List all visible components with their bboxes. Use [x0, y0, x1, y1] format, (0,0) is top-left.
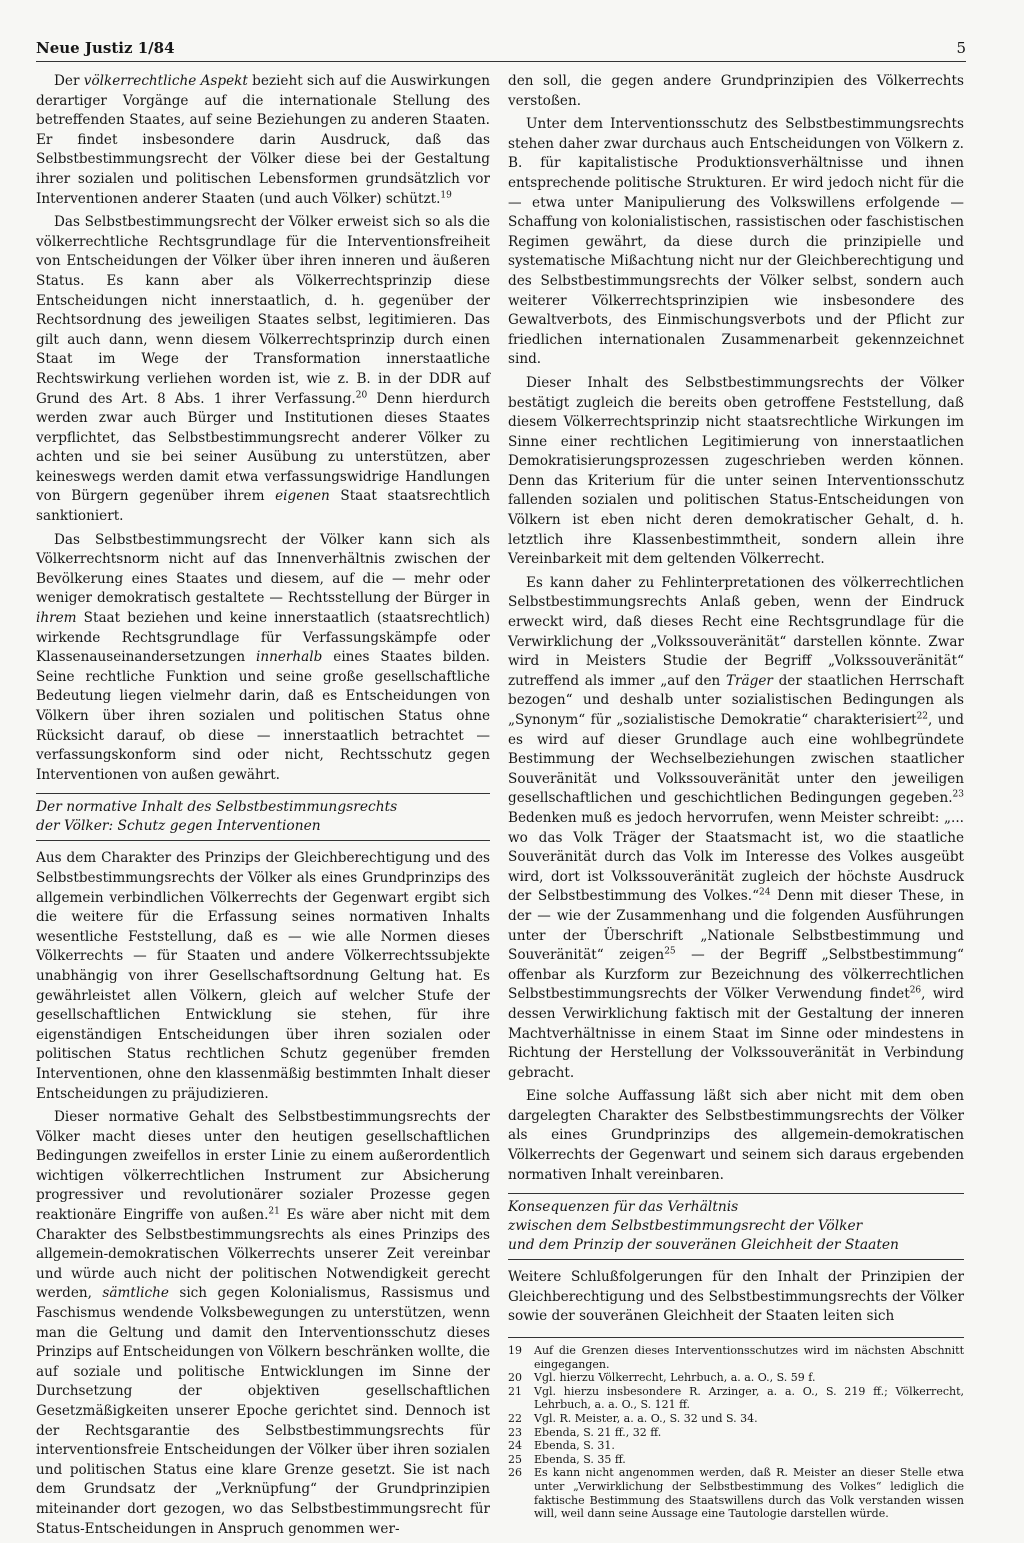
- paragraph: Unter dem Interventionsschutz des Selbstbestimmungsrechts stehen daher zwar durchaus auch Entscheidungen von Völkern z. B. für kapitalistische Produktionsverhältnisse und ihnen entsprechende politische Strukturen. Er wird jedoch nicht für die — etwa unter Manipulierung des Volkswillens erfolgende — Schaffung von kolonialistischen, rassistischen oder faschistischen Regimen gewährt, da diese durch die prinzipielle und systematische Mißachtung nicht nur der Gleichberechtigung und des Selbstbestimmungsrechts der Völker selbst, sondern auch weiterer Völkerrechtsprinzipien wie insbesondere des Gewaltverbots, des Einmischungsverbots und der Pflicht zur friedlichen internationalen Zusammenarbeit gekennzeichnet sind.: [508, 116, 964, 368]
- footnote-text: Vgl. hierzu insbesondere R. Arzinger, a. a. O., S. 219 ff.; Völkerrecht, Lehrbuch, a. a. O., S. 121 ff.: [534, 1384, 964, 1412]
- footnote-ref[interactable]: 21: [268, 1206, 280, 1217]
- footnote: [508, 1371, 964, 1385]
- section-heading: [36, 793, 490, 841]
- footnote-number: 23: [508, 1425, 522, 1439]
- page-header: [36, 38, 966, 62]
- heading-line: Der normative Inhalt des Selbstbestimmungsrechts: [36, 799, 398, 816]
- footnote-text: Ebenda, S. 21 ff., 32 ff.: [534, 1425, 662, 1439]
- journal-title: Neue Justiz 1/84: [36, 39, 175, 57]
- heading-line: der Völker: Schutz gegen Interventionen: [36, 818, 321, 835]
- footnote: [508, 1344, 964, 1371]
- paragraph: Aus dem Charakter des Prinzips der Gleichberechtigung und des Selbstbestimmungsrechts der Völker als eines Grundprinzips des allgemein verbindlichen Völkerrechts der Gegenwart ergibt sich die weitere für die Erfassung seines normativen Inhalts wesentliche Feststellung, daß es — wie alle Normen dieses Völkerrechts — für Staaten und andere Völkerrechtssubjekte unabhängig von ihrer Gesellschaftsordnung Geltung hat. Es gewährleistet allen Völkern, gleich auf welcher Stufe der gesellschaftlichen Entwicklung sie stehen, für ihre eigenständigen Entscheidungen über ihren sozialen oder politischen Status rechtlichen Schutz gegenüber fremden Interventionen, ohne den klassenmäßig bestimmten Inhalt dieser Entscheidungen zu präjudizieren.: [36, 850, 490, 1102]
- paragraph: Das Selbstbestimmungsrecht der Völker kann sich als Völkerrechtsnorm nicht auf das Innenverhältnis zwischen der Bevölkerung eines Staates und diesem, auf die — mehr oder weniger demokratisch gestaltete — Rechtsstellung der Bürger in ihrem Staat beziehen und keine innerstaatlich (staatsrechtlich) wirkende Rechtsgrundlage für Verfassungskämpfe oder Klassenauseinandersetzungen innerhalb eines Staates bilden. Seine rechtliche Funktion und seine große gesellschaftliche Bedeutung liegen vielmehr darin, daß es Entscheidungen von Völkern über ihren sozialen und politischen Status ohne Rücksicht darauf, ob diese — innerstaatlich betrachtet — verfassungskonform sind oder nicht, Rechtsschutz gegen Interventionen von außen gewährt.: [36, 531, 490, 783]
- paragraph: Dieser Inhalt des Selbstbestimmungsrechts der Völker bestätigt zugleich die bereits oben getroffene Feststellung, daß diesem Völkerrechtsprinzip nicht staatsrechtliche Wirkungen im Sinne einer rechtlichen Legitimierung von innerstaatlichen Demokratisierungsprozessen zugeschrieben werden können. Denn das Kriterium für die unter seinen Interventionsschutz fallenden sozialen und politischen Status-Entscheidungen von Völkern ist eben nicht deren demokratischer Gehalt, d. h. letztlich ihre Klassenbestimmtheit, sondern allein ihre Vereinbarkeit mit dem geltenden Völkerrecht.: [508, 374, 964, 568]
- footnote: [508, 1412, 964, 1426]
- footnote-ref[interactable]: 20: [355, 389, 368, 400]
- footnote-ref[interactable]: 23: [952, 789, 964, 800]
- paragraph: Der völkerrechtliche Aspekt bezieht sich auf die Auswirkungen derartiger Vorgänge auf die internationale Stellung des betreffenden Staates, auf seine Beziehungen zu anderen Staaten. Er findet insbesondere darin Ausdruck, daß das Selbstbestimmungsrecht der Völker diese bei der Gestaltung ihrer sozialen und politischen Lebensformen grundsätzlich vor Interventionen anderer Staaten (und auch Völker) schützt.$^{19}$: [36, 73, 490, 207]
- footnote-ref[interactable]: 19: [440, 190, 452, 201]
- footnote-text: Ebenda, S. 35 ff.: [534, 1452, 626, 1466]
- paragraph: Das Selbstbestimmungsrecht der Völker erweist sich so als die völkerrechtliche Rechtsgrundlage für die Interventionsfreiheit von Entscheidungen der Völker über ihren inneren und äußeren Status. Es kann aber als Völkerrechtsprinzip diese Entscheidungen nicht innerstaatlich, d. h. gegenüber der Rechtsordnung des jeweiligen Staates selbst, legitimieren. Das gilt auch dann, wenn diesem Völkerrechtsprinzip durch einen Staat im Wege der Transformation innerstaatliche Rechtswirkung verliehen worden ist, wie z. B. in der DDR auf Grund des Art. 8 Abs. 1 ihrer Verfassung.$^{20}$ Denn hierdurch werden zwar auch Bürger und Institutionen dieses Staates verpflichtet, das Selbstbestimmungsrecht anderer Völker zu achten und sie bei seiner Ausübung zu unterstützen, aber keineswegs werden damit etwa verfassungswidrige Handlungen von Bürgern gegenüber ihrem eigenen Staat staatsrechtlich sanktioniert.: [36, 214, 490, 525]
- footnote-text: Ebenda, S. 31.: [534, 1439, 615, 1453]
- paragraph: den soll, die gegen andere Grundprinzipien des Völkerrechts verstoßen.: [508, 73, 964, 109]
- left-column: [36, 72, 490, 1543]
- footnote-ref[interactable]: 24: [759, 887, 771, 898]
- footnote-number: 25: [508, 1452, 522, 1466]
- footnote-text: Vgl. R. Meister, a. a. O., S. 32 und S. 34.: [534, 1412, 758, 1425]
- section-heading: [508, 1193, 964, 1260]
- footnote-number: 20: [508, 1371, 522, 1385]
- footnote-text: Auf die Grenzen dieses Interventionsschutzes wird im nächsten Abschnitt eingegangen.: [534, 1344, 964, 1371]
- footnote: [508, 1426, 964, 1440]
- footnote-ref[interactable]: 25: [664, 946, 676, 957]
- footnote-ref[interactable]: 22: [916, 711, 929, 722]
- footnote-text: Vgl. hierzu Völkerrecht, Lehrbuch, a. a. O., S. 59 f.: [534, 1371, 816, 1385]
- footnotes: [508, 1337, 964, 1521]
- paragraph: Weitere Schlußfolgerungen für den Inhalt der Prinzipien der Gleichberechtigung und des Selbstbestimmungsrechts der Völker sowie der souveränen Gleichheit der Staaten leiten sich: [508, 1269, 964, 1325]
- emphasis: völkerrechtliche Aspekt: [83, 73, 248, 89]
- emphasis: innerhalb: [256, 649, 323, 666]
- footnote: [508, 1385, 964, 1412]
- emphasis: sämtliche: [102, 1285, 169, 1302]
- paragraph: Es kann daher zu Fehlinterpretationen des völkerrechtlichen Selbstbestimmungsrechts Anlaß geben, wenn der Eindruck erweckt wird, daß dieses Recht eine Rechtsgrundlage für die Verwirklichung der „Volkssouveränität“ darstellen könnte. Zwar wird in Meisters Studie der Begriff „Volkssouveränität“ zutreffend als immer „auf den Träger der staatlichen Herrschaft bezogen“ und deshalb unter sozialistischen Bedingungen als „Synonym“ für „sozialistische Demokratie“ charakterisiert$^{22}$, und es wird auf dieser Grundlage auch eine wohlbegründete Bestimmung der Wechselbeziehungen zwischen staatlicher Souveränität und Volkssouveränität unter den jeweiligen gesellschaftlichen und geschichtlichen Bedingungen gegeben.$^{23}$ Bedenken muß es jedoch hervorrufen, wenn Meister schreibt: „... wo das Volk Träger der Staatsmacht ist, wo die staatliche Souveränität durch das Volk im Interesse des Volkes ausgeübt wird, dort ist Volkssouveränität zugleich der höchste Ausdruck der Selbstbestimmung des Volkes.“$^{24}$ Denn mit dieser These, in der — wie der Zusammenhang und die folgenden Ausführungen unter der Überschrift „Nationale Selbstbestimmung und Souveränität“ zeigen$^{25}$ — der Begriff „Selbstbestimmung“ offenbar als Kurzform zur Bezeichnung des völkerrechtlichen Selbstbestimmungsrechts der Völker Verwendung findet$^{26}$, wird dessen Verwirklichung faktisch mit der Gestaltung der inneren Machtverhältnisse in einem Staat im Sinne oder mindestens in Richtung der Herstellung der Volkssouveränität in Verbindung gebracht.: [508, 574, 964, 1081]
- emphasis: ihrem: [36, 610, 77, 627]
- heading-line: und dem Prinzip der souveränen Gleichheit der Staaten: [508, 1237, 899, 1254]
- footnote-number: 21: [508, 1384, 522, 1398]
- footnote-number: 24: [508, 1439, 522, 1453]
- footnote-number: 19: [508, 1344, 522, 1358]
- footnote: [508, 1453, 964, 1467]
- paragraph: Eine solche Auffassung läßt sich aber nicht mit dem oben dargelegten Charakter des Selbstbestimmungsrechts der Völker als eines Grundprinzips des allgemein-demokratischen Völkerrechts der Gegenwart und seinem sich daraus ergebenden normativen Inhalt vereinbaren.: [508, 1088, 964, 1183]
- heading-line: zwischen dem Selbstbestimmungsrecht der Völker: [508, 1218, 863, 1235]
- right-column: [508, 72, 964, 1521]
- emphasis: eigenen: [275, 488, 330, 505]
- footnote-ref[interactable]: 26: [909, 985, 922, 996]
- paragraph: Dieser normative Gehalt des Selbstbestimmungsrechts der Völker macht dieses unter den heutigen gesellschaftlichen Bedingungen zweifellos in erster Linie zu einem außerordentlich wichtigen völkerrechtlichen Instrument zur Absicherung progressiver und revolutionärer sozialer Prozesse gegen reaktionäre Eingriffe von außen.$^{21}$ Es wäre aber nicht mit dem Charakter des Selbstbestimmungsrechts als eines Prinzips des allgemein-demokratischen Völkerrechts unserer Zeit vereinbar und würde auch nicht der politischen Notwendigkeit gerecht werden, sämtliche sich gegen Kolonialismus, Rassismus und Faschismus wendende Volksbewegungen zu unterstützen, wenn man die Geltung und damit den Interventionsschutz dieses Prinzips auf Entscheidungen von Völkern beschränken wollte, die auf soziale und politische Entwicklungen im Sinne der Durchsetzung der objektiven gesellschaftlichen Gesetzmäßigkeiten unserer Epoche gerichtet sind. Dennoch ist der Rechtsgarantie des Selbstbestimmungsrechts für interventionsfreie Entscheidungen der Völker über ihren sozialen und politischen Status eine klare Grenze gesetzt. Sie ist nach dem Grundsatz der „Verknüpfung“ der Grundprinzipien miteinander dort gezogen, wo das Selbstbestimmungsrecht für Status-Entscheidungen in Anspruch genommen wer-: [36, 1109, 490, 1537]
- heading-line: Konsequenzen für das Verhältnis: [508, 1199, 739, 1216]
- page-number: 5: [956, 39, 966, 57]
- footnote: [508, 1439, 964, 1453]
- footnote-number: 26: [508, 1466, 522, 1480]
- emphasis: Träger: [725, 672, 773, 689]
- footnote-text: Es kann nicht angenommen werden, daß R. Meister an dieser Stelle etwa unter „Verwirklichung der Selbstbestimmung des Volkes“ lediglich die faktische Bestimmung des Staatswillens durch das Volk verstanden wissen will, weil dann seine Aussage eine Tautologie darstellen würde.: [534, 1466, 964, 1521]
- header-rule: [36, 61, 966, 62]
- footnote: [508, 1466, 964, 1520]
- footnote-number: 22: [508, 1412, 522, 1425]
